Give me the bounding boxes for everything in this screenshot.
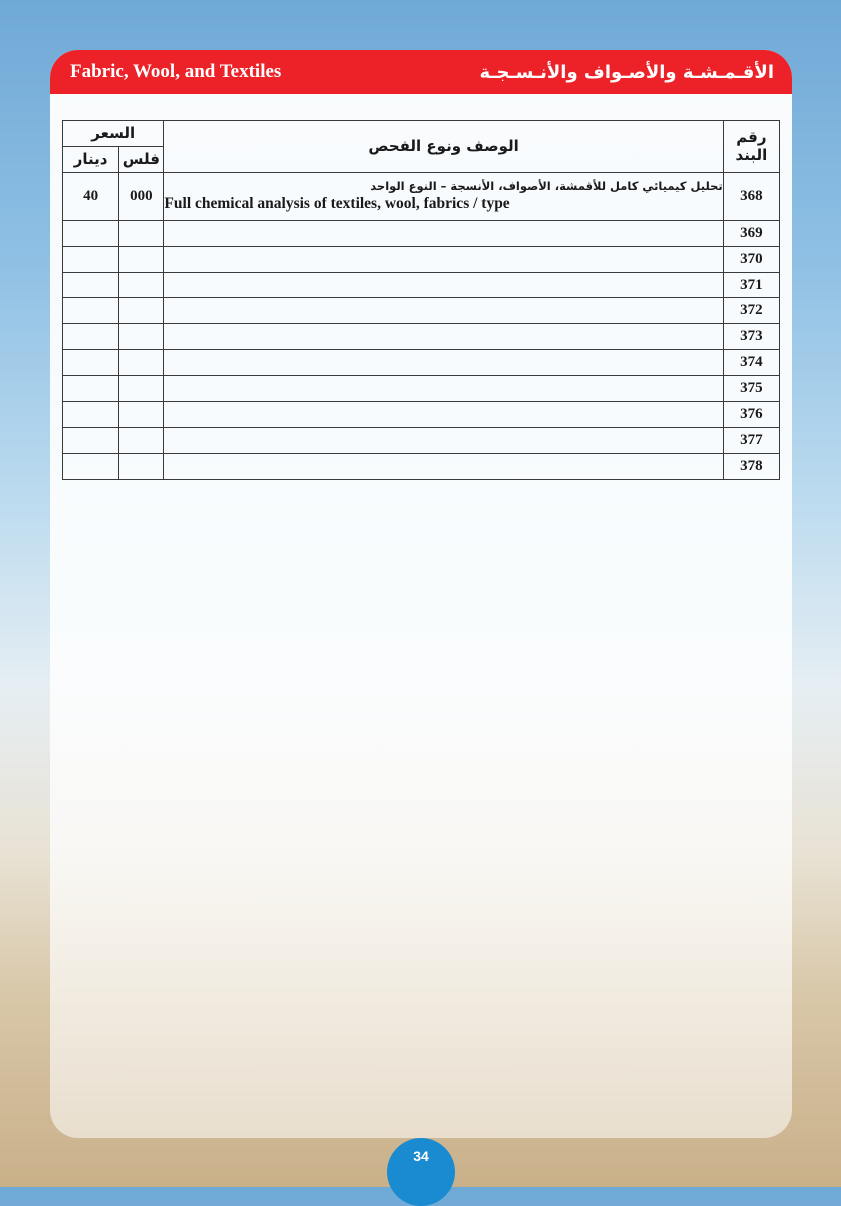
dinar-cell: [63, 376, 119, 402]
item-number-cell: 377: [723, 427, 779, 453]
fils-cell: [119, 272, 164, 298]
fils-cell: [119, 453, 164, 479]
item-number-cell: 374: [723, 350, 779, 376]
item-number-cell: 372: [723, 298, 779, 324]
fils-column-header: فلس: [119, 146, 164, 172]
table-row: [63, 298, 780, 324]
description-cell: [164, 324, 723, 350]
page-number-badge: [387, 1138, 455, 1206]
price-column-header: السعر: [63, 121, 164, 147]
price-table: [62, 120, 780, 480]
table-row: [63, 324, 780, 350]
section-title-arabic: الأقـمـشـة والأصـواف والأنـسـجـة: [479, 61, 774, 83]
item-number-cell: 376: [723, 402, 779, 428]
table-row: [63, 272, 780, 298]
item-number-cell: 369: [723, 220, 779, 246]
description-cell: [164, 453, 723, 479]
table-row: [63, 172, 780, 220]
fils-cell: 000: [119, 172, 164, 220]
section-title-english: Fabric, Wool, and Textiles: [70, 61, 282, 82]
fils-cell: [119, 220, 164, 246]
fils-cell: [119, 324, 164, 350]
fils-cell: [119, 298, 164, 324]
table-row: [63, 427, 780, 453]
page-number: 34: [413, 1148, 429, 1164]
description-cell: [164, 246, 723, 272]
fils-cell: [119, 427, 164, 453]
description-cell: [164, 402, 723, 428]
description-cell: [164, 220, 723, 246]
description-cell: [164, 376, 723, 402]
description-cell: [164, 298, 723, 324]
description-column-header: الوصف ونوع الفحص: [164, 121, 723, 173]
description-cell: [164, 350, 723, 376]
table-row: [63, 220, 780, 246]
dinar-cell: [63, 246, 119, 272]
dinar-column-header: دينار: [63, 146, 119, 172]
item-number-cell: 378: [723, 453, 779, 479]
item-number-cell: 375: [723, 376, 779, 402]
description-cell: [164, 272, 723, 298]
dinar-cell: [63, 350, 119, 376]
fils-cell: [119, 402, 164, 428]
dinar-cell: [63, 220, 119, 246]
fils-cell: [119, 350, 164, 376]
item-number-header-line2: البند: [735, 146, 768, 165]
dinar-cell: [63, 427, 119, 453]
item-number-header-line1: رقم: [736, 128, 767, 147]
table-row: [63, 246, 780, 272]
item-number-cell: 370: [723, 246, 779, 272]
table-row: [63, 350, 780, 376]
table-row: [63, 402, 780, 428]
item-number-cell: 371: [723, 272, 779, 298]
dinar-cell: [63, 453, 119, 479]
description-cell: [164, 172, 723, 220]
description-english: Full chemical analysis of textiles, wool, fabrics / type: [164, 194, 510, 212]
dinar-cell: [63, 402, 119, 428]
dinar-cell: [63, 324, 119, 350]
fils-cell: [119, 376, 164, 402]
item-number-cell: 373: [723, 324, 779, 350]
dinar-cell: 40: [63, 172, 119, 220]
dinar-cell: [63, 298, 119, 324]
dinar-cell: [63, 272, 119, 298]
item-number-column-header: [723, 121, 779, 173]
description-arabic: تحليل كيميائي كامل للأقمشة، الأصواف، الأنسجة – النوع الواحد: [370, 178, 723, 193]
table-row: [63, 453, 780, 479]
table-header-row: [63, 121, 780, 147]
section-header: [50, 50, 792, 94]
fils-cell: [119, 246, 164, 272]
table-row: [63, 376, 780, 402]
description-cell: [164, 427, 723, 453]
item-number-cell: 368: [723, 172, 779, 220]
